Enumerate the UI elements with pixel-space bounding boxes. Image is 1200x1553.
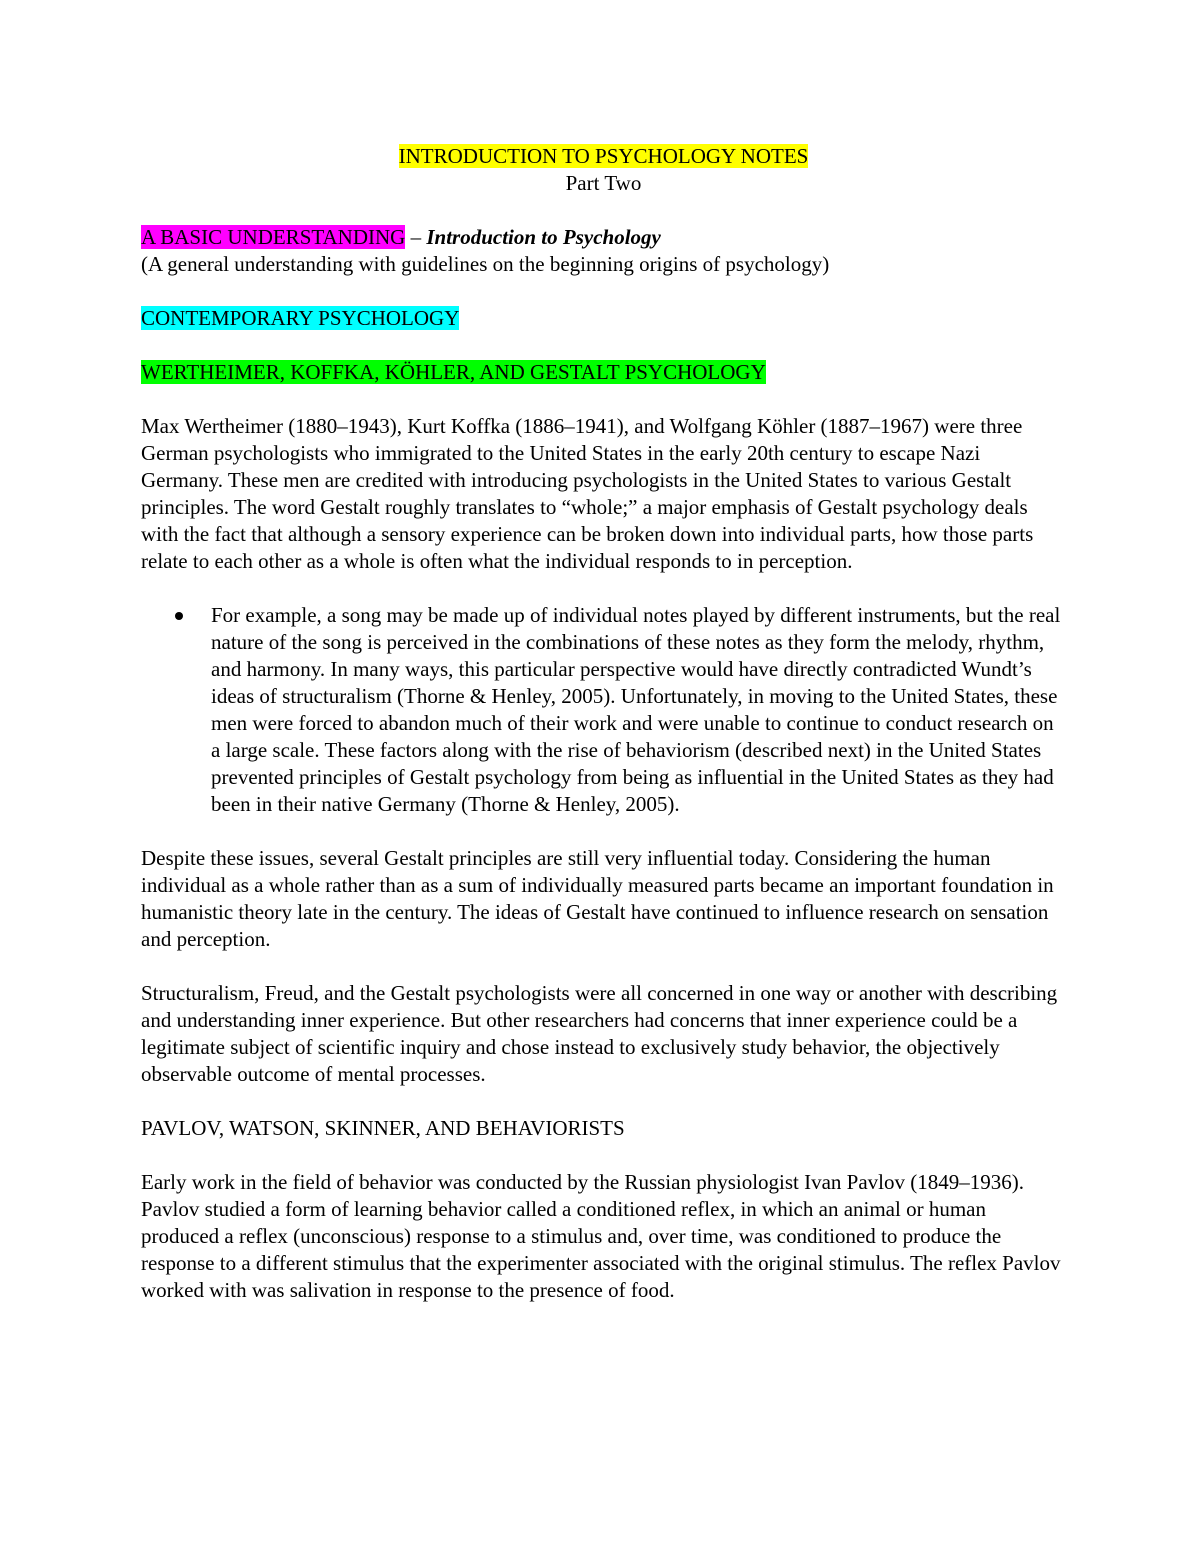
- document-title: INTRODUCTION TO PSYCHOLOGY NOTES: [398, 144, 809, 168]
- section-label: A BASIC UNDERSTANDING: [141, 225, 406, 249]
- paragraph-gestalt-intro: Max Wertheimer (1880–1943), Kurt Koffka (1886–1941), and Wolfgang Köhler (1887–1967) were three German psychologists who immigrated to the United States in the early 20th century to escape Nazi Germany. These men are credited with introducing psychologists in the United States to various Gestalt principles. The word Gestalt roughly translates to “whole;” a major emphasis of Gestalt psychology deals with the fact that although a sensory experience can be broken down into individual parts, how those parts relate to each other as a whole is often what the individual responds to in perception.: [141, 414, 1034, 573]
- paragraph-pavlov: Early work in the field of behavior was conducted by the Russian physiologist Ivan Pavlov (1849–1936). Pavlov studied a form of learning behavior called a conditioned reflex, in which an animal or human produced a reflex (unconscious) response to a stimulus and, over time, was conditioned to produce the response to a different stimulus that the experimenter associated with the original stimulus. The reflex Pavlov worked with was salivation in response to the presence of food.: [141, 1170, 1061, 1302]
- bullet-example-text: For example, a song may be made up of individual notes played by different instruments, but the real nature of the song is perceived in the combinations of these notes as they form the melody, rhythm, and harmony. In many ways, this particular perspective would have directly contradicted Wundt’s ideas of structuralism (Thorne & Henley, 2005). Unfortunately, in moving to the United States, these men were forced to abandon much of their work and were unable to continue to conduct research on a large scale. These factors along with the rise of behaviorism (described next) in the United States prevented principles of Gestalt psychology from being as influential in the United States as they had been in their native Germany (Thorne & Henley, 2005).: [211, 603, 1061, 816]
- section-description: (A general understanding with guidelines on the beginning origins of psychology): [141, 252, 830, 276]
- heading-gestalt-line: [141, 359, 1066, 386]
- document-content: [141, 143, 1066, 1331]
- heading-behaviorists: PAVLOV, WATSON, SKINNER, AND BEHAVIORISTS: [141, 1116, 625, 1140]
- heading-contemporary-line: [141, 305, 1066, 332]
- list-item: [211, 602, 1066, 818]
- heading-gestalt: WERTHEIMER, KOFFKA, KÖHLER, AND GESTALT PSYCHOLOGY: [141, 360, 766, 384]
- document-subtitle: Part Two: [565, 171, 642, 195]
- title-line: [141, 143, 1066, 170]
- section-topic: Introduction to Psychology: [426, 225, 661, 249]
- section-dash: –: [405, 225, 427, 249]
- paragraph-despite: Despite these issues, several Gestalt principles are still very influential today. Considering the human individual as a whole rather than as a sum of individually measured parts became an important foundation in humanistic theory late in the century. The ideas of Gestalt have continued to influence research on sensation and perception.: [141, 846, 1054, 951]
- heading-contemporary: CONTEMPORARY PSYCHOLOGY: [141, 306, 460, 330]
- bullet-icon: [175, 612, 183, 620]
- paragraph-structuralism: Structuralism, Freud, and the Gestalt psychologists were all concerned in one way or another with describing and understanding inner experience. But other researchers had concerns that inner experience could be a legitimate subject of scientific inquiry and chose instead to exclusively study behavior, the objectively observable outcome of mental processes.: [141, 981, 1058, 1086]
- section-heading-line: [141, 224, 1066, 251]
- bullet-list: [141, 602, 1066, 818]
